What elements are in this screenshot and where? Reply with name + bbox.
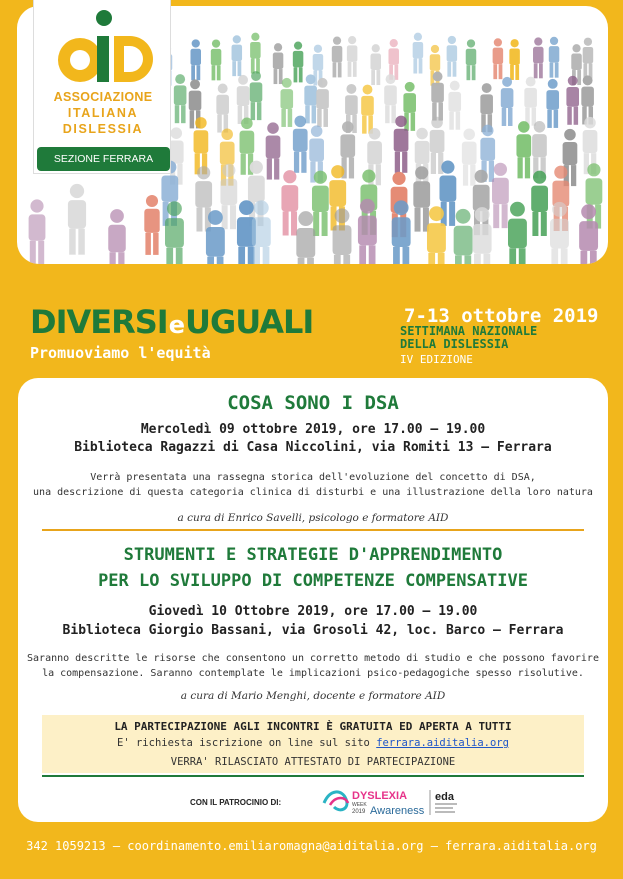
person-figure [531,171,548,236]
week-name [400,325,537,351]
person-figure [509,39,520,80]
person-figure [358,199,377,264]
person-figure [493,38,504,79]
person-figure [220,128,235,185]
event1-when: Mercoledì 09 ottobre 2019, ore 17.00 – 19.00 [140,422,486,437]
person-figure [211,39,222,80]
person-figure [237,75,250,124]
week-dates: 7-13 ottobre 2019 [404,305,599,327]
person-figure [361,85,374,134]
person-figure [371,44,382,85]
week-name-line1: SETTIMANA NAZIONALE [400,324,538,338]
notice-registration-text: E' richiesta iscrizione on line sul sito [117,737,377,749]
person-figure [549,37,560,78]
person-figure [252,200,271,264]
person-figure [454,209,473,264]
person-figure [108,209,126,264]
person-figure [206,210,225,264]
person-figure [448,81,461,130]
event1-desc-line2: una descrizione di questa categoria clinica di disturbi e una illustrazione della loro natura [33,487,593,498]
logo-line-associazione: ASSOCIAZIONE [53,90,153,104]
person-figure [492,163,509,228]
person-figure [296,211,315,264]
event2-title-line2: PER LO SVILUPPO DI COMPETENZE COMPENSATIVE [98,571,528,591]
dyslexia-word: DYSLEXIA [352,790,408,802]
person-figure [316,78,329,127]
divider [42,529,584,531]
person-figure [563,129,578,186]
registration-link[interactable]: ferrara.aiditalia.org [376,737,509,749]
campaign-subtitle: Promuoviamo l'equità [30,344,211,362]
person-figure [293,116,308,173]
person-figure [384,74,397,123]
event2-desc-line2: la compensazione. Saranno contemplate le implicazioni psico-pedagogiche spesso risolutive. [42,668,584,679]
notice-free-entry: LA PARTECIPAZIONE AGLI INCONTRI È GRATUITA ED APERTA A TUTTI [114,720,512,733]
person-figure [191,39,202,80]
participation-notice [42,715,584,773]
awareness-word: Awareness [370,805,425,817]
event2-desc-line1: Saranno descritte le risorse che consentono un corretto metodo di studio e che possono favorire [27,653,599,664]
person-figure [413,33,424,74]
event1-desc-line1: Verrà presentata una rassegna storica dell'evoluzione del concetto di DSA, [90,472,536,483]
event1-title: COSA SONO I DSA [227,392,399,414]
contact-footer: 342 1059213 – coordinamento.emiliaromagna@aiditalia.org – ferrara.aiditalia.org [26,839,597,853]
person-figure [516,121,531,178]
person-figure [174,74,187,123]
person-figure [232,35,243,76]
event2-when: Giovedì 10 Ottobre 2019, ore 17.00 – 19.00 [148,604,478,619]
week-name-line2: DELLA DISLESSIA [400,337,509,351]
event2-title-line1: STRUMENTI E STRATEGIE D'APPRENDIMENTO [123,545,503,565]
title-diversi: DIVERSI [30,303,168,341]
person-figure [194,117,209,174]
person-figure [333,208,352,264]
person-figure [250,33,260,74]
edition-label: IV EDIZIONE [400,353,473,366]
eda-word: eda [435,791,454,803]
divider-green [42,775,584,777]
person-figure [332,37,343,78]
person-figure [29,199,46,264]
person-figure [447,36,458,77]
person-figure [347,36,358,77]
person-figure [216,84,229,133]
person-figure [392,200,411,264]
event1-where: Biblioteca Ragazzi di Casa Niccolini, via Romiti 13 – Ferrara [74,440,552,455]
person-figure [273,43,284,84]
person-figure [462,128,477,185]
person-figure [579,204,598,264]
person-figure [546,79,559,128]
person-figure [427,206,446,264]
person-figure [280,78,293,127]
person-figure [68,184,86,255]
year-word: 2019 [352,809,366,815]
person-figure [581,75,594,124]
section-badge: SEZIONE FERRARA [37,147,170,171]
logo-line-dislessia: DISLESSIA [62,122,144,136]
person-figure [165,201,184,264]
campaign-title [30,305,313,342]
title-e: e [168,311,184,339]
week-word: WEEK [352,802,367,808]
content-panel [18,378,608,822]
person-figure [250,71,263,120]
person-figure [583,38,594,79]
person-figure [388,39,399,80]
person-figure [473,207,492,264]
dyslexia-awareness-logo [320,787,480,817]
event1-curator: a cura di Enrico Savelli, psicologo e formatore AID [177,512,449,524]
person-figure [281,170,298,235]
person-figure [466,39,477,80]
logo-line-italiana: ITALIANA [67,106,139,120]
notice-certificate: VERRA' RILASCIATO ATTESTATO DI PARTECIPAZIONE [170,756,456,768]
notice-registration [42,737,584,749]
person-figure [533,37,544,78]
person-figure [293,42,304,83]
event2-curator: a cura di Mario Menghi, docente e formatore AID [180,690,446,702]
aid-logo [33,0,171,174]
aid-logo-mark [42,8,162,88]
person-figure [550,202,569,264]
person-figure [144,195,159,255]
person-figure [266,122,281,179]
title-uguali: UGUALI [184,303,314,341]
person-figure [508,202,527,264]
person-figure [566,76,579,125]
person-figure [532,121,547,178]
person-figure [501,77,514,126]
patronage-label: CON IL PATROCINIO DI: [190,798,282,807]
person-figure [524,77,537,126]
event2-where: Biblioteca Giorgio Bassani, via Grosoli 42, loc. Barco – Ferrara [62,623,564,638]
